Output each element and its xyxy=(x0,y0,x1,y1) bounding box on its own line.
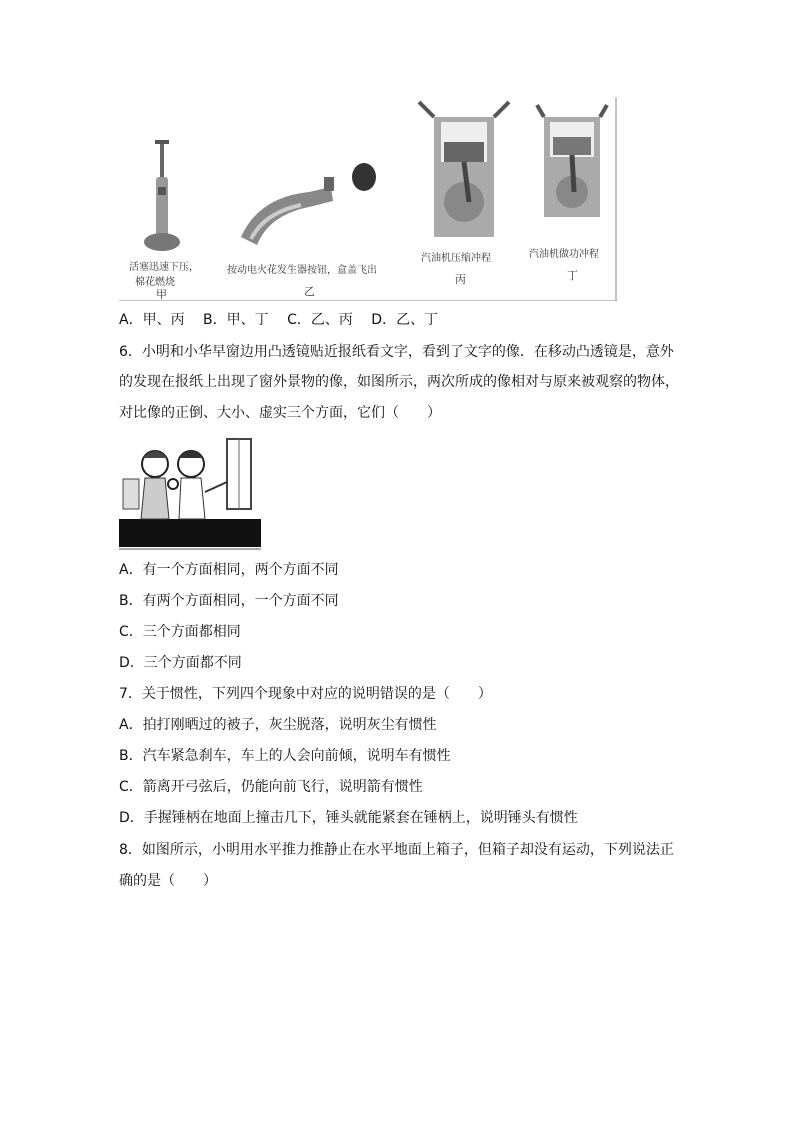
engine-power-drawing xyxy=(537,105,607,217)
piston-tube-drawing xyxy=(144,140,180,251)
panel-ding-name: 丁 xyxy=(567,269,578,282)
panel-ding-caption: 汽油机做功冲程 xyxy=(529,249,599,260)
figure-lens-window xyxy=(119,434,261,550)
q8-stem-line2: 确的是（ ） xyxy=(119,873,217,889)
panel-yi-caption: 按动电火花发生器按钮，盒盖飞出 xyxy=(227,265,377,276)
q6-option-a: A．有一个方面相同，两个方面不同 xyxy=(119,562,339,578)
panel-jia-caption: 活塞迅速下压， 棉花燃烧 xyxy=(129,262,199,288)
q7-option-d: D．手握锤柄在地面上撞击几下，锤头就能紧套在锤柄上，说明锤头有惯性 xyxy=(119,810,578,826)
q8-stem-line1: 8．如图所示，小明用水平推力推静止在水平地面上箱子，但箱子却没有运动，下列说法正 xyxy=(119,842,674,858)
q6-option-d: D．三个方面都不同 xyxy=(119,655,242,671)
panel-yi-name: 乙 xyxy=(304,285,315,298)
q6-stem-line2: 的发现在报纸上出现了窗外景物的像，如图所示，两次所成的像相对与原来被观察的物体， xyxy=(119,374,679,390)
q6-option-c: C．三个方面都相同 xyxy=(119,624,241,640)
q7-option-b: B．汽车紧急刹车，车上的人会向前倾，说明车有惯性 xyxy=(119,748,451,764)
q6-stem-line3: 对比像的正倒、大小、虚实三个方面，它们（ ） xyxy=(119,405,441,421)
q7-option-a: A．拍打刚晒过的被子，灰尘脱落，说明灰尘有惯性 xyxy=(119,717,437,733)
q6-stem-line1: 6．小明和小华早窗边用凸透镜贴近报纸看文字，看到了文字的像．在移动凸透镜是，意外 xyxy=(119,344,674,360)
panel-bing-name: 丙 xyxy=(455,273,466,286)
panel-jia-name: 甲 xyxy=(156,288,167,301)
spark-generator-drawing xyxy=(241,163,376,245)
q7-option-c: C．箭离开弓弦后，仍能向前飞行，说明箭有惯性 xyxy=(119,779,423,795)
q7-stem: 7．关于惯性，下列四个现象中对应的说明错误的是（ ） xyxy=(119,686,492,702)
panel-bing-caption: 汽油机压缩冲程 xyxy=(421,253,491,264)
engine-compression-drawing xyxy=(419,102,509,237)
kids-lens-illustration xyxy=(119,434,261,550)
q5-options: A．甲、丙 B．甲、丁 C．乙、丙 D．乙、丁 xyxy=(119,312,439,328)
q6-option-b: B．有两个方面相同，一个方面不同 xyxy=(119,593,339,609)
figure-experiments xyxy=(119,97,617,301)
